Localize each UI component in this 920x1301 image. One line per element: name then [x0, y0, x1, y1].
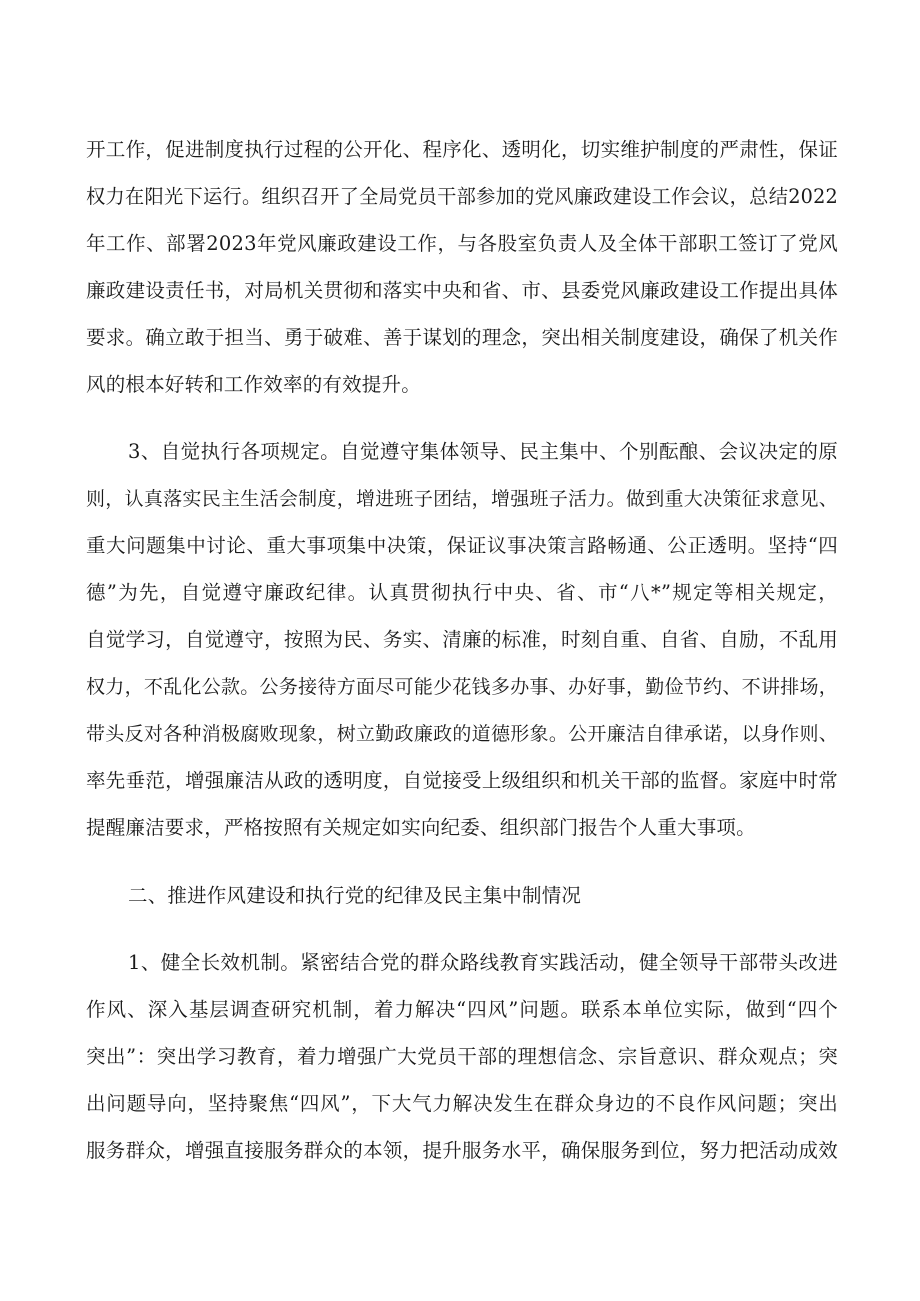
paragraph-3-line-1: 1、健全长效机制。紧密结合党的群众路线教育实践活动，健全领导干部带头改进 [128, 951, 838, 974]
paragraph-1-line-6: 风的根本好转和工作效率的有效提升。 [86, 373, 421, 396]
paragraph-2-line-4: 德”为先，自觉遵守廉政纪律。认真贯彻执行中央、省、市“八*”规定等相关规定， [86, 581, 838, 604]
paragraph-2-line-6: 权力，不乱化公款。公务接待方面尽可能少花钱多办事、办好事，勤俭节约、不讲排场， [86, 676, 838, 698]
paragraph-1-line-5: 要求。确立敢于担当、勇于破难、善于谋划的理念，突出相关制度建设，确保了机关作 [86, 326, 838, 349]
paragraph-1-line-3: 年工作、部署2023年党风廉政建设工作，与各股室负责人及全体干部职工签订了党风 [86, 232, 838, 255]
paragraph-1-line-4: 廉政建设责任书，对局机关贯彻和落实中央和省、市、县委党风廉政建设工作提出具体 [86, 279, 838, 302]
paragraph-2-line-3: 重大问题集中讨论、重大事项集中决策，保证议事决策言路畅通、公正透明。坚持“四 [86, 534, 838, 557]
paragraph-3-line-4: 出问题导向，坚持聚焦“四风”，下大气力解决发生在群众身边的不良作风问题；突出 [86, 1092, 838, 1115]
paragraph-2-line-9: 提醒廉洁要求，严格按照有关规定如实向纪委、组织部门报告个人重大事项。 [86, 816, 756, 839]
section-heading: 二、推进作风建设和执行党的纪律及民主集中制情况 [128, 884, 582, 907]
paragraph-2-line-1: 3、自觉执行各项规定。自觉遵守集体领导、民主集中、个别酝酿、会议决定的原 [128, 440, 838, 463]
paragraph-2-line-5: 自觉学习，自觉遵守，按照为民、务实、清廉的标准，时刻自重、自省、自励，不乱用 [86, 628, 838, 651]
paragraph-3-line-5: 服务群众，增强直接服务群众的本领，提升服务水平，确保服务到位，努力把活动成效 [86, 1139, 838, 1162]
paragraph-2-line-2: 则，认真落实民主生活会制度，增进班子团结，增强班子活力。做到重大决策征求意见、 [86, 488, 838, 510]
paragraph-3-line-3: 突出”：突出学习教育，着力增强广大党员干部的理想信念、宗旨意识、群众观点；突 [86, 1045, 838, 1068]
paragraph-2-line-7: 带头反对各种消极腐败现象，树立勤政廉政的道德形象。公开廉洁自律承诺，以身作则、 [86, 723, 838, 745]
paragraph-2-line-8: 率先垂范，增强廉洁从政的透明度，自觉接受上级组织和机关干部的监督。家庭中时常 [86, 769, 838, 792]
paragraph-3-line-2: 作风、深入基层调查研究机制，着力解决“四风”问题。联系本单位实际，做到“四个 [86, 998, 838, 1021]
paragraph-1-line-1: 开工作，促进制度执行过程的公开化、程序化、透明化，切实维护制度的严肃性，保证 [86, 138, 838, 161]
paragraph-1-line-2: 权力在阳光下运行。组织召开了全局党员干部参加的党风廉政建设工作会议，总结2022 [86, 185, 838, 208]
